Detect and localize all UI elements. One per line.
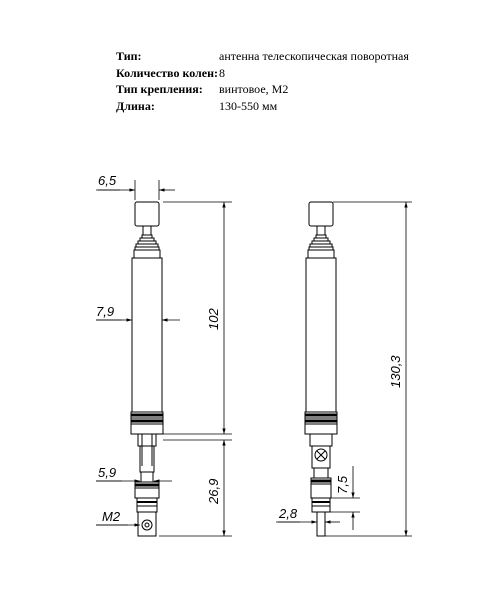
spec-value: 130-550 мм [219,98,278,113]
spec-label: Тип: [116,49,142,63]
spec-value: винтовое, М2 [219,82,289,96]
dim-label-side-width: 2,8 [279,506,298,521]
tip-cap [135,202,159,226]
lower-connector [135,482,159,536]
dim-label-lower-length: 26,9 [206,478,221,504]
bottom-rings [131,412,163,434]
dim-label-tip-diameter: 6,5 [98,173,117,188]
spec-value: 8 [219,65,225,80]
side-body-tube [306,258,336,412]
front-view [131,202,163,536]
dim-label-swivel-diameter: 5,9 [98,465,117,480]
spec-label: Тип крепления: [116,82,203,96]
side-grip-rings [308,235,334,258]
spec-label: Длина: [116,98,155,113]
side-tip-cap [309,202,333,226]
side-swivel [310,434,332,478]
side-connector [311,478,331,536]
side-view [305,202,337,536]
dim-label-thread: M2 [102,509,121,524]
dim-label-total-length: 130,3 [388,355,403,388]
spec-label: Количество колен: [116,65,219,80]
body-tube [132,258,162,412]
spec-value: антенна телескопическая поворотная [219,49,409,63]
dim-label-body-length: 102 [206,308,221,330]
swivel-link [138,434,156,482]
grip-rings [134,235,160,258]
side-bottom-rings [305,412,337,434]
dim-label-body-diameter: 7,9 [96,304,115,319]
dim-label-side-depth: 7,5 [335,475,350,494]
side-dim-labels [278,355,403,521]
tip-neck [143,226,151,235]
